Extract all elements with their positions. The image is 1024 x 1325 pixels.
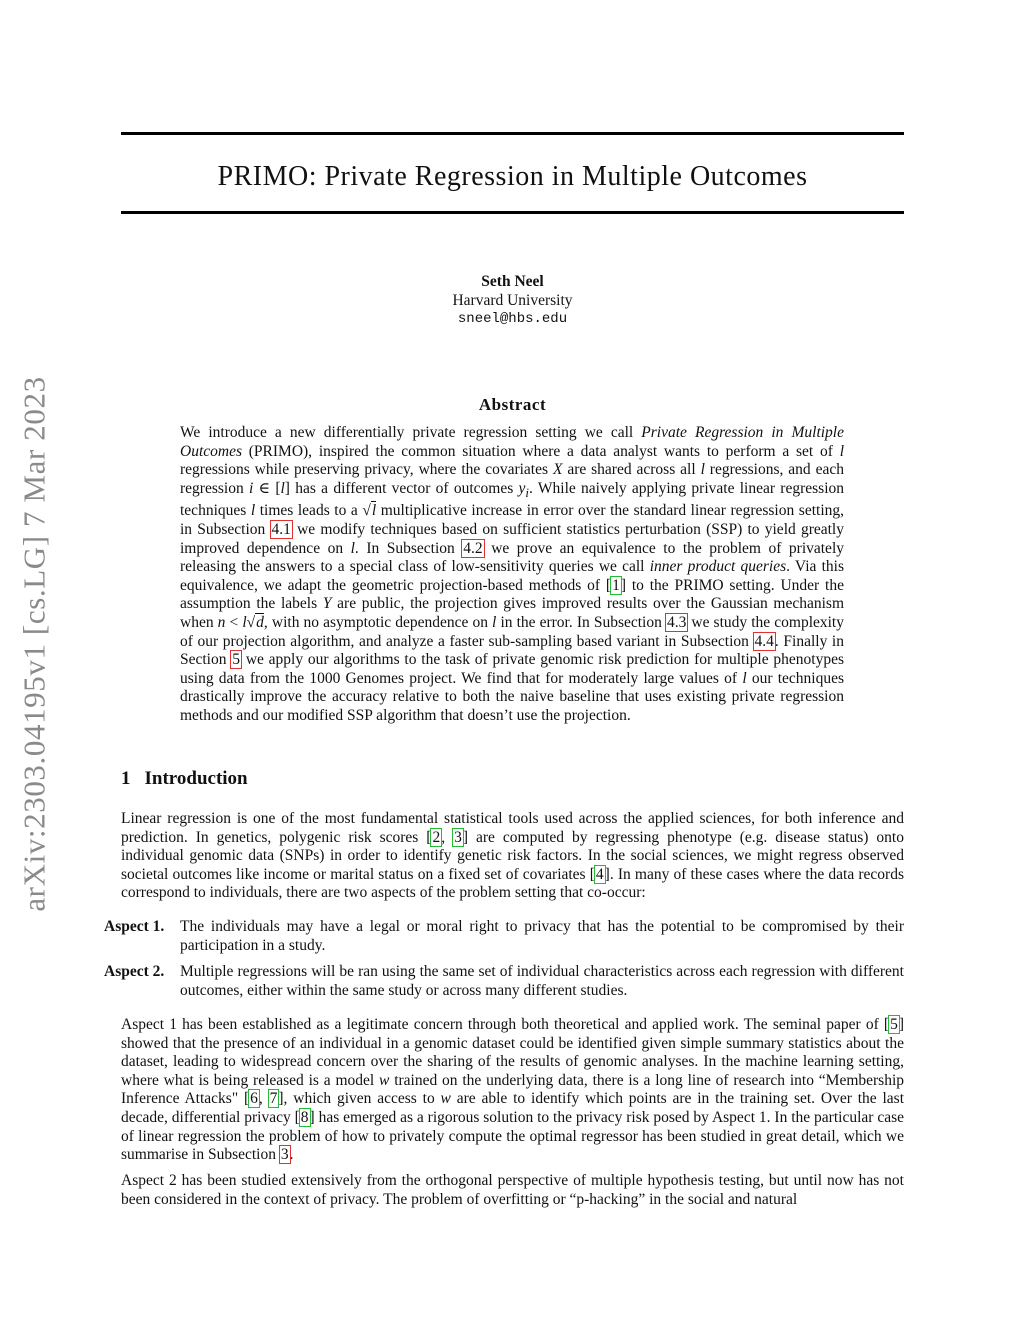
cite-7[interactable]: 7 bbox=[269, 1090, 278, 1108]
ref-subsection-4-3[interactable]: 4.3 bbox=[666, 614, 687, 632]
cite-4[interactable]: 4 bbox=[595, 865, 604, 883]
title-top-rule bbox=[121, 132, 904, 135]
ref-section-5[interactable]: 5 bbox=[232, 651, 241, 669]
aspect-1-item bbox=[104, 918, 904, 955]
arxiv-id: arXiv:2303.04195v1 [cs.LG] 7 Mar 2023 bbox=[17, 376, 52, 912]
ref-subsection-4-2[interactable]: 4.2 bbox=[463, 539, 483, 557]
aspect-2-label: Aspect 2. bbox=[104, 963, 165, 980]
cite-3[interactable]: 3 bbox=[454, 828, 462, 846]
cite-1[interactable]: 1 bbox=[612, 576, 620, 594]
author-block bbox=[121, 272, 904, 329]
abstract-heading: Abstract bbox=[478, 395, 547, 414]
cite-5[interactable]: 5 bbox=[890, 1016, 898, 1033]
intro-paragraph-3: Aspect 2 has been studied extensively from the orthogonal perspective of multiple hypothesis testing, but until now has not been considered in the context of privacy. The problem of overfitting or “p-hacking” in the social and natural bbox=[121, 1172, 904, 1208]
section-title: Introduction bbox=[144, 768, 248, 789]
section-number: 1 bbox=[121, 768, 131, 789]
aspect-2-item bbox=[104, 963, 904, 1000]
ref-subsection-4-1[interactable]: 4.1 bbox=[271, 521, 291, 539]
paper-title: PRIMO: Private Regression in Multiple Outcomes bbox=[217, 161, 808, 192]
section-heading-introduction bbox=[121, 768, 248, 790]
intro-paragraph-2: Aspect 1 has been established as a legitimate concern through both theoretical and applied work. The seminal paper of [5] showed that the presence of an individual in a genomic dataset could be identified given simple summary statistics about the dataset, leading to widespread concern over the sharing of the results of genomic analyses. In the machine learning setting, where what is being released is a model w trained on the underlying data, there is a long line of research into “Membership Inference Attacks" [6, 7], which given access to w are able to identify which points are in the training set. Over the last decade, differential privacy [8] has emerged as a rigorous solution to the privacy risk posed by Aspect 1. In the particular case of linear regression the problem of how to privately compute the optimal regressor has been studied in great detail, which we summarise in Subsection 3. bbox=[121, 1016, 905, 1164]
abstract-body: We introduce a new differentially private regression setting we call Private Regression in Multiple Outcomes (PRIMO), inspired the common situation where a data analyst wants to perform a set of l regressions while preserving privacy, where the covariates X are shared across all l regressions, and each regression i ∈ [l] has a different vector of outcomes $y_i$. While naively applying private linear regression techniques l times leads to a √l multiplicative increase in error over the standard linear regression setting, in Subsection 4.1 we modify techniques based on sufficient statistics perturbation (SSP) to yield greatly improved dependence on l. In Subsection 4.2 we prove an equivalence to the problem of privately releasing the answers to a special class of low-sensitivity queries we call inner product queries. Via this equivalence, we adapt the geometric projection-based methods of [1] to the PRIMO setting. Under the assumption the labels Y are public, the projection gives improved results over the Gaussian mechanism when n < l√d, with no asymptotic dependence on l in the error. In Subsection 4.3 we study the complexity of our projection algorithm, and analyze a faster sub-sampling based variant in Subsection 4.4. Finally in Section 5 we apply our algorithms to the task of private genomic risk prediction for multiple phenotypes using data from the 1000 Genomes project. We find that for moderately large values of l our techniques drastically improve the accuracy relative to both the naive baseline that uses existing private regression methods and our modified SSP algorithm that doesn’t use the projection. bbox=[180, 424, 845, 724]
author-name: Seth Neel bbox=[481, 273, 544, 290]
ref-subsection-3[interactable]: 3 bbox=[280, 1146, 289, 1164]
aspect-2-text: Multiple regressions will be ran using the same set of individual characteristics across each regression with different outcomes, either within the same study or across many different studies. bbox=[180, 963, 904, 999]
cite-6[interactable]: 6 bbox=[250, 1090, 258, 1108]
intro-paragraph-1: Linear regression is one of the most fundamental statistical tools used across the applied sciences, for both inference and prediction. In genetics, polygenic risk scores [2, 3] are computed by regressing phenotype (e.g. disease status) onto individual genomic data (SNPs) in order to identify genetic risk factors. In the social sciences, we might regress observed societal outcomes like income or marital status on a fixed set of covariates [4]. In many of these cases where the data records correspond to individuals, there are two aspects of the problem setting that co-occur: bbox=[121, 810, 904, 902]
cite-8[interactable]: 8 bbox=[300, 1108, 309, 1126]
aspect-1-text: The individuals may have a legal or moral right to privacy that has the potential to be compromised by their participation in a study. bbox=[180, 918, 904, 954]
aspect-1-label: Aspect 1. bbox=[104, 918, 165, 935]
cite-2[interactable]: 2 bbox=[432, 828, 441, 846]
author-affiliation: Harvard University bbox=[452, 292, 573, 309]
title-bottom-rule bbox=[121, 211, 904, 214]
ref-subsection-4-4[interactable]: 4.4 bbox=[754, 632, 774, 650]
author-email[interactable]: sneel@hbs.edu bbox=[457, 311, 568, 327]
arxiv-sidebar-stamp bbox=[12, 358, 58, 930]
